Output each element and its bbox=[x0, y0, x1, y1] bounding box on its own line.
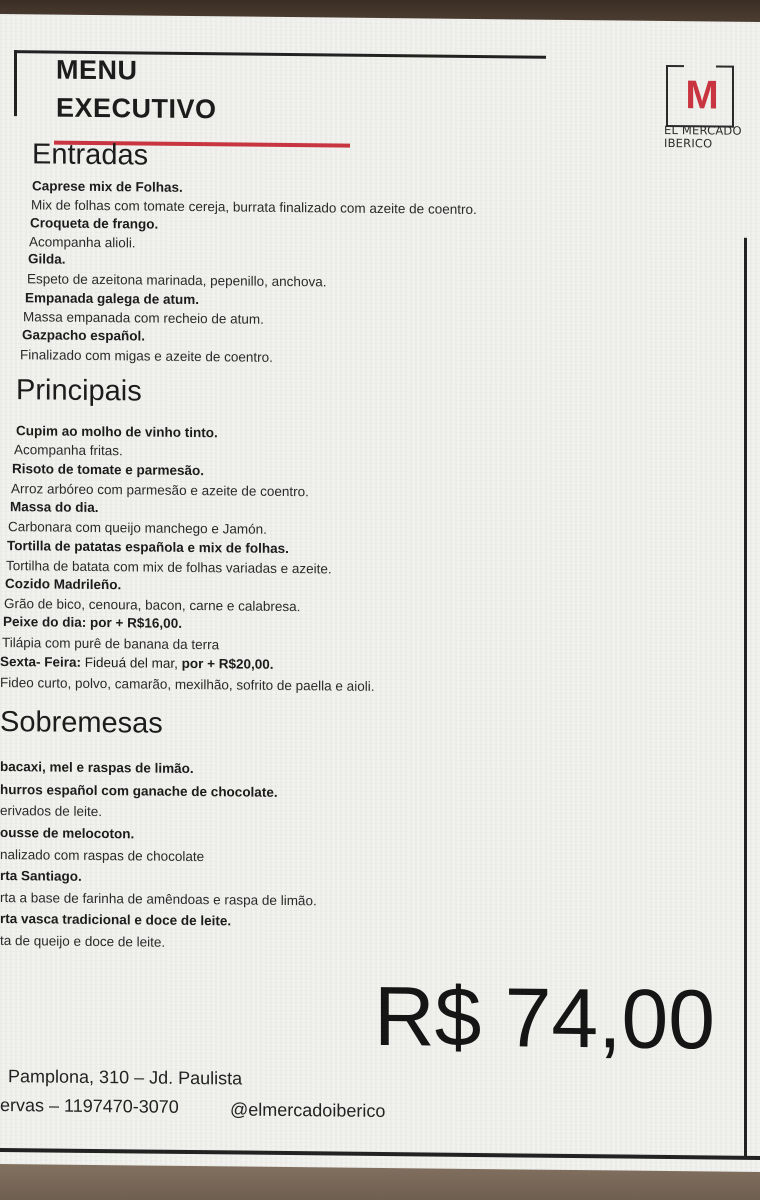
menu-item-description: Espeto de azeitona marinada, pepenillo, anchova. bbox=[27, 271, 327, 290]
menu-item-name: ousse de melocoton. bbox=[0, 825, 135, 842]
logo-mark: M bbox=[685, 73, 719, 118]
section-title-principais: Principais bbox=[16, 374, 142, 408]
menu-item-name: Gazpacho español. bbox=[22, 327, 146, 344]
menu-item-description: Arroz arbóreo com parmesão e azeite de coentro. bbox=[11, 481, 309, 500]
menu-item-description: nalizado com raspas de chocolate bbox=[0, 847, 205, 865]
section-title-sobremesas: Sobremesas bbox=[0, 706, 163, 740]
footer-instagram: @elmercadoiberico bbox=[230, 1099, 386, 1122]
menu-item-name: Massa do dia. bbox=[10, 499, 99, 516]
menu-item-name: Caprese mix de Folhas. bbox=[32, 178, 183, 195]
restaurant-logo bbox=[666, 65, 734, 128]
menu-item-name: Tortilla de patatas española e mix de folhas. bbox=[7, 538, 289, 557]
menu-item-name: rta vasca tradicional e doce de leite. bbox=[0, 911, 232, 929]
menu-item-description: Mix de folhas com tomate cereja, burrata finalizado com azeite de coentro. bbox=[31, 197, 477, 217]
menu-title-line2: EXECUTIVO bbox=[56, 92, 217, 125]
footer-address: Pamplona, 310 – Jd. Paulista bbox=[8, 1066, 243, 1089]
menu-item-name: Gilda. bbox=[28, 251, 66, 267]
menu-title-line1: MENU bbox=[56, 54, 138, 86]
menu-item-description: erivados de leite. bbox=[0, 803, 103, 820]
menu-item-day-label: Sexta- Feira: bbox=[0, 654, 82, 670]
frame-left-rule bbox=[14, 50, 17, 116]
menu-item-description: Fideo curto, polvo, camarão, mexilhão, sofrito de paella e aioli. bbox=[0, 675, 375, 694]
menu-item-name: Croqueta de frango. bbox=[30, 215, 159, 232]
menu-item-description: Acompanha fritas. bbox=[14, 442, 123, 459]
menu-item-description: Massa empanada com recheio de atum. bbox=[23, 309, 264, 327]
menu-item-description: Acompanha alioli. bbox=[29, 234, 136, 251]
menu-item-name: Cupim ao molho de vinho tinto. bbox=[16, 423, 218, 441]
footer-reservations: ervas – 1197470-3070 bbox=[0, 1095, 179, 1117]
menu-item-name: Peixe do dia: por + R$16,00. bbox=[3, 614, 182, 631]
menu-item-name: Risoto de tomate e parmesão. bbox=[12, 461, 205, 479]
menu-price: R$ 74,00 bbox=[374, 968, 715, 1067]
frame-bottom-rule bbox=[0, 1148, 760, 1160]
menu-item-description: Finalizado com migas e azeite de coentro. bbox=[20, 347, 273, 365]
menu-item-name: hurros español com ganache de chocolate. bbox=[0, 782, 278, 800]
menu-item-description: rta a base de farinha de amêndoas e raspa de limão. bbox=[0, 890, 317, 909]
menu-item-description: ta de queijo e doce de leite. bbox=[0, 933, 166, 950]
menu-item-name: Empanada galega de atum. bbox=[25, 290, 200, 308]
frame-right-rule bbox=[744, 238, 747, 1158]
menu-item-name: bacaxi, mel e raspas de limão. bbox=[0, 759, 194, 777]
menu-item-description: Carbonara com queijo manchego e Jamón. bbox=[8, 519, 267, 537]
menu-item-name bbox=[0, 654, 274, 672]
logo-text-line1: EL MERCADO bbox=[664, 122, 742, 138]
logo-text-line2: IBERICO bbox=[664, 135, 713, 151]
menu-item-dish: Fideuá del mar, bbox=[81, 654, 182, 671]
menu-item-description: Tilápia com purê de banana da terra bbox=[2, 635, 220, 653]
menu-item-description: Tortilha de batata com mix de folhas variadas e azeite. bbox=[6, 558, 332, 577]
menu-item-name: rta Santiago. bbox=[0, 868, 82, 884]
section-title-entradas: Entradas bbox=[32, 138, 149, 172]
menu-item-surcharge: por + R$20,00. bbox=[181, 655, 274, 672]
menu-item-description: Grão de bico, cenoura, bacon, carne e calabresa. bbox=[4, 596, 301, 615]
menu-sheet bbox=[0, 14, 760, 1172]
menu-item-name: Cozido Madrileño. bbox=[5, 576, 122, 593]
